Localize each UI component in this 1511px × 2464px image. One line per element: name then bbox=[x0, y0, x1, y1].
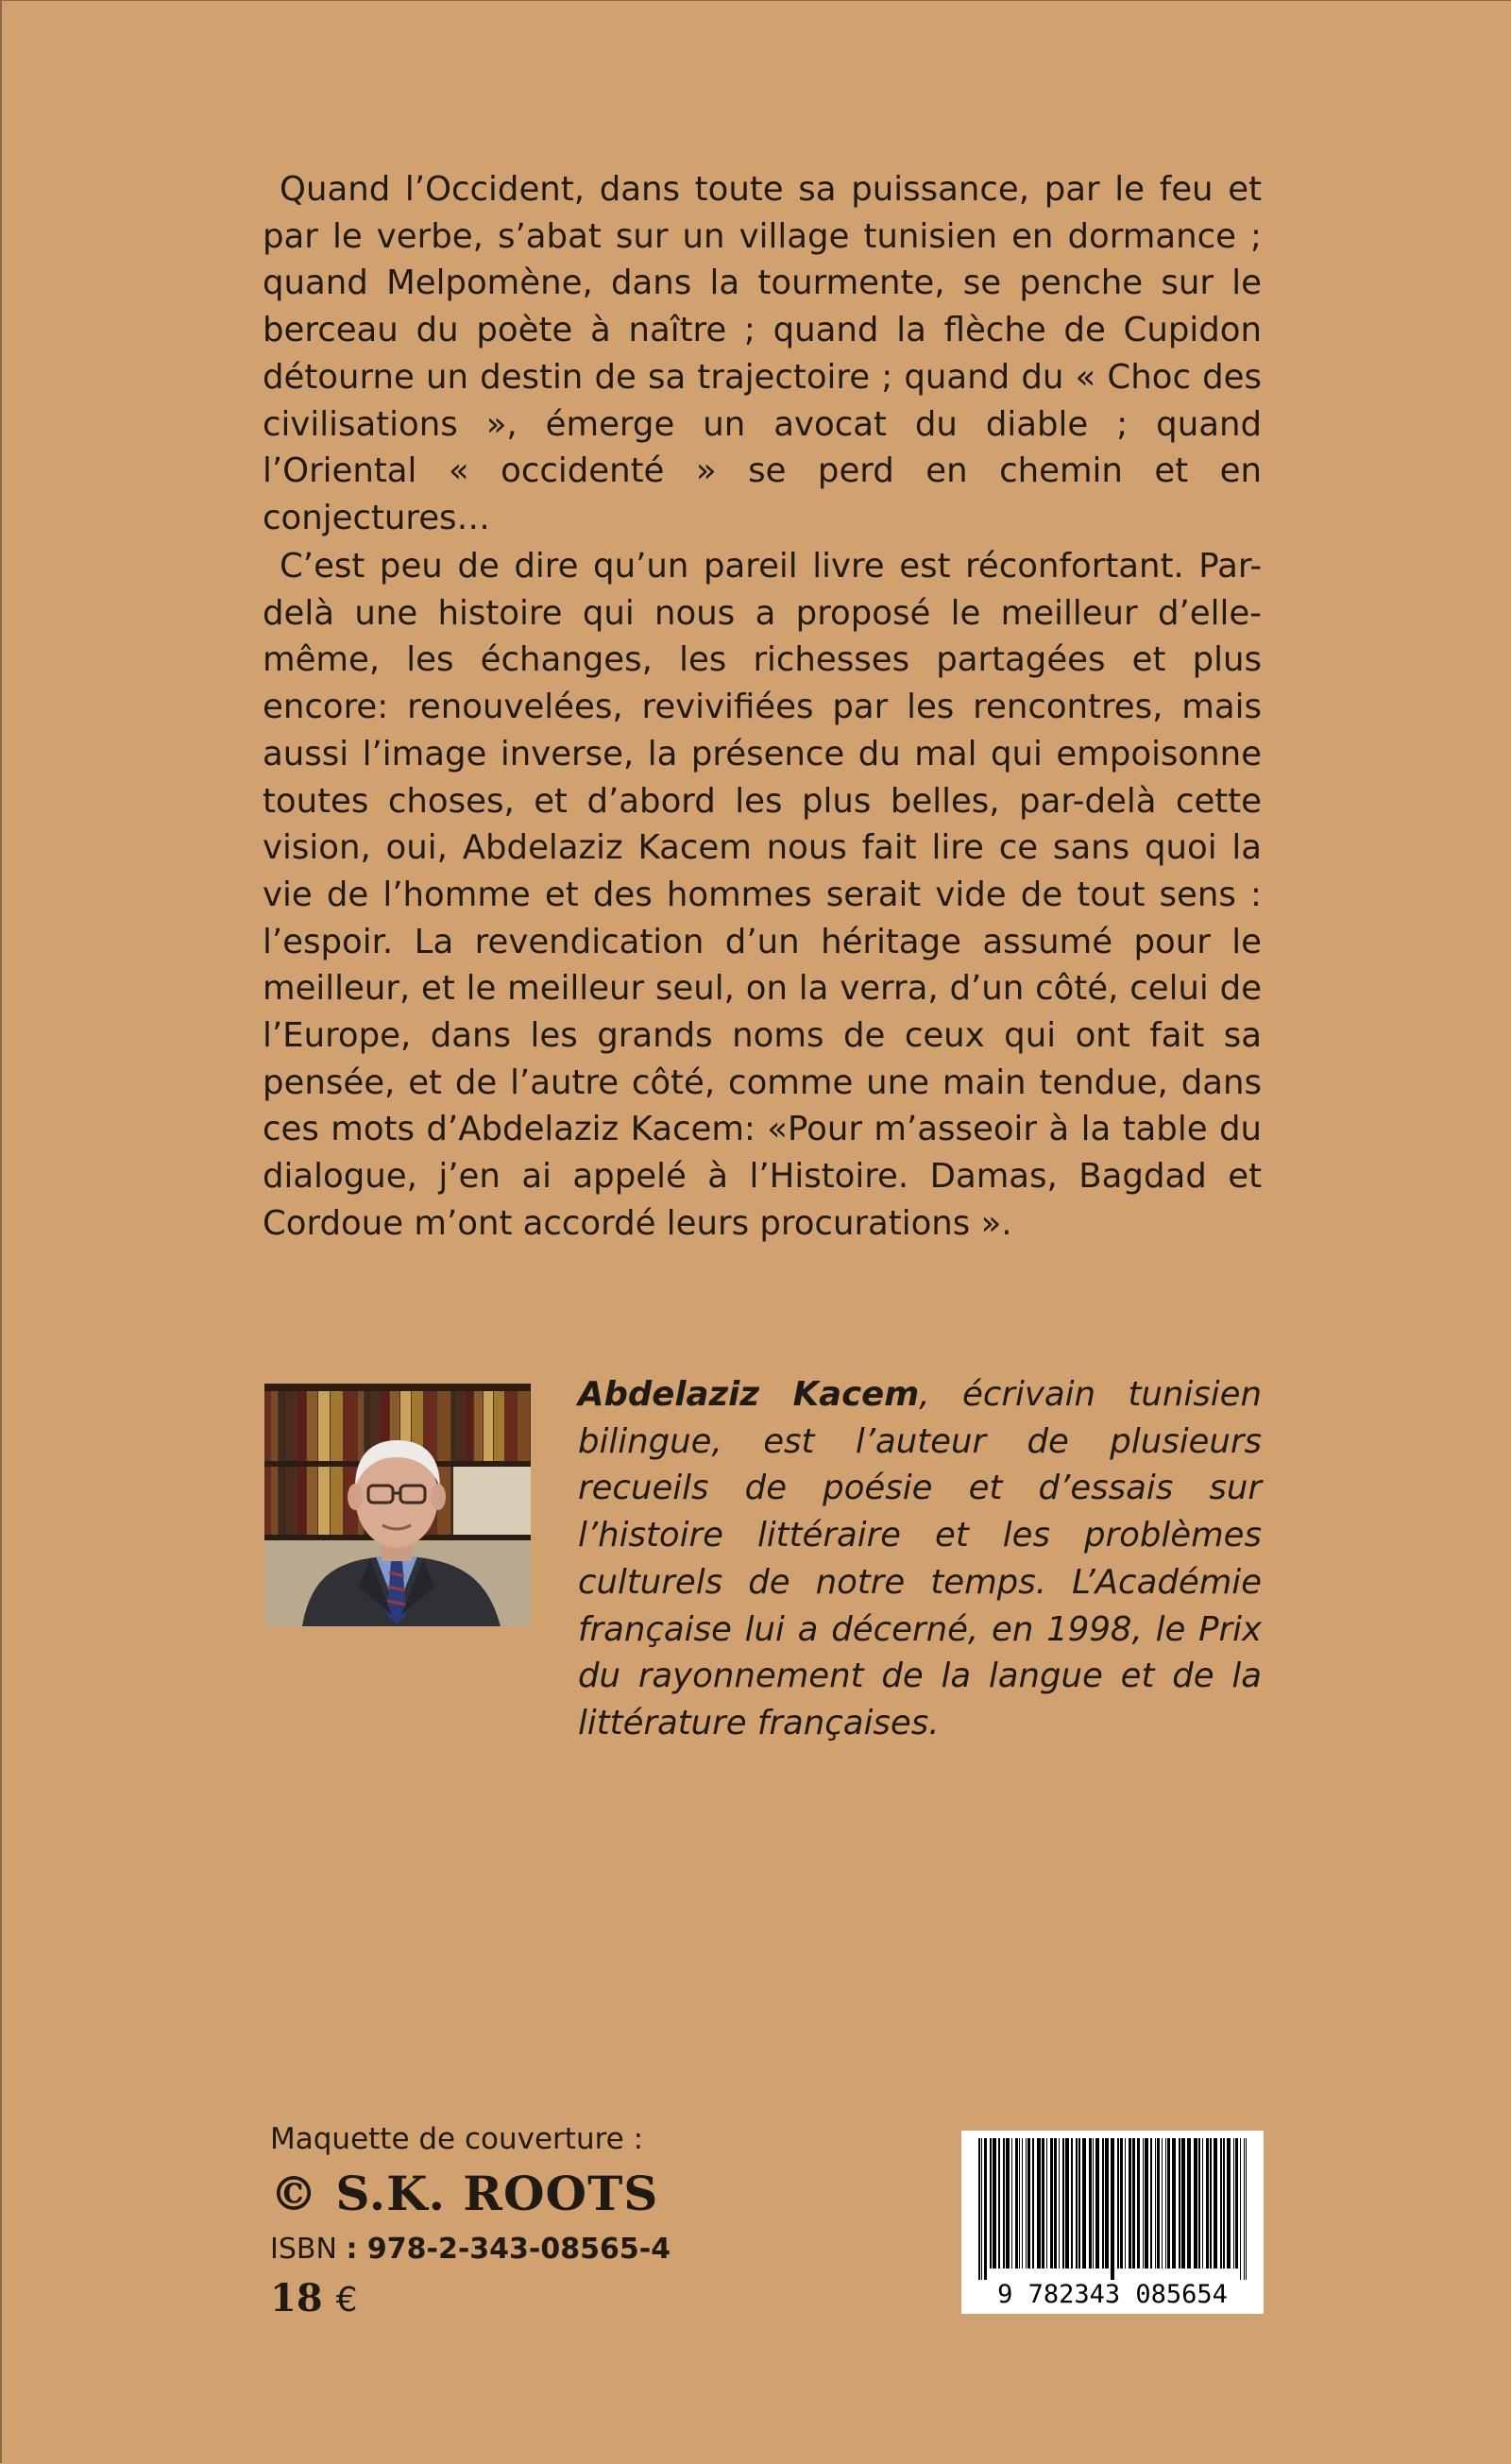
barcode-bar bbox=[1157, 2138, 1160, 2269]
barcode-bar bbox=[1206, 2138, 1209, 2269]
book-spine bbox=[279, 1391, 286, 1461]
book-spine bbox=[318, 1391, 330, 1461]
book-spine bbox=[437, 1391, 450, 1461]
barcode-bar bbox=[1187, 2138, 1191, 2269]
barcode-bar bbox=[1233, 2138, 1234, 2269]
barcode-bar bbox=[998, 2138, 1000, 2269]
book-spine bbox=[451, 1391, 457, 1461]
price-currency: € bbox=[335, 2281, 358, 2320]
barcode-bar bbox=[1181, 2138, 1185, 2269]
book-spine bbox=[458, 1391, 465, 1461]
book-spine bbox=[484, 1391, 493, 1461]
barcode-bar bbox=[1102, 2138, 1104, 2269]
barcode-bar bbox=[1179, 2138, 1180, 2269]
barcode-bar bbox=[1227, 2138, 1231, 2269]
barcode-bar bbox=[1082, 2138, 1086, 2269]
barcode-bar bbox=[1198, 2138, 1200, 2269]
barcode-bar bbox=[1111, 2138, 1114, 2280]
barcode-bar bbox=[1026, 2138, 1027, 2269]
author-name: Abdelaziz Kacem bbox=[578, 1375, 920, 1414]
author-portrait-illustration bbox=[264, 1384, 531, 1626]
barcode-bar bbox=[1011, 2138, 1012, 2269]
barcode-bar bbox=[1042, 2138, 1044, 2269]
barcode-bar bbox=[1194, 2138, 1197, 2269]
book-spine bbox=[494, 1391, 504, 1461]
barcode-bar bbox=[1235, 2138, 1238, 2269]
barcode-bar bbox=[1120, 2138, 1123, 2269]
book-spine bbox=[297, 1467, 306, 1535]
book-spine bbox=[474, 1391, 483, 1461]
barcode-bar bbox=[1054, 2138, 1057, 2269]
book-spine bbox=[344, 1391, 357, 1461]
book-spine bbox=[318, 1467, 330, 1535]
barcode-bar bbox=[1223, 2138, 1225, 2269]
barcode-bar bbox=[984, 2138, 987, 2280]
book-spine bbox=[505, 1391, 517, 1461]
barcode-bar bbox=[1143, 2138, 1144, 2269]
author-photo bbox=[264, 1384, 531, 1626]
barcode-bar bbox=[1089, 2138, 1092, 2269]
barcode-bar bbox=[1093, 2138, 1094, 2269]
cover-credit-name: © S.K. ROOTS bbox=[270, 2166, 659, 2221]
barcode-bar bbox=[1019, 2138, 1020, 2269]
barcode-bar bbox=[1129, 2138, 1131, 2269]
barcode-bar bbox=[1117, 2138, 1119, 2269]
barcode-bar bbox=[1125, 2138, 1126, 2269]
book-spine bbox=[307, 1391, 317, 1461]
barcode-bar bbox=[1065, 2138, 1069, 2269]
barcode-bar bbox=[1202, 2138, 1203, 2269]
book-spine bbox=[297, 1391, 306, 1461]
isbn-line bbox=[270, 2231, 671, 2269]
cover-credit-label: Maquette de couverture : bbox=[270, 2122, 644, 2156]
barcode-bar bbox=[1137, 2138, 1140, 2269]
barcode-bar bbox=[1003, 2138, 1005, 2269]
barcode-bar bbox=[1240, 2138, 1241, 2280]
barcode-bar bbox=[1162, 2138, 1163, 2269]
barcode-bar bbox=[1105, 2138, 1109, 2269]
barcode-bar bbox=[993, 2138, 996, 2269]
barcode-bar bbox=[1210, 2138, 1212, 2269]
barcode-bar bbox=[978, 2138, 980, 2280]
isbn-barcode bbox=[961, 2131, 1264, 2314]
book-spine bbox=[331, 1391, 343, 1461]
barcode-bar bbox=[1244, 2138, 1245, 2280]
barcode-bar bbox=[1220, 2138, 1222, 2269]
isbn-value: : 978-2-343-08565-4 bbox=[346, 2233, 671, 2266]
barcode-bar bbox=[1059, 2138, 1060, 2269]
barcode-bar bbox=[1006, 2138, 1010, 2269]
review-paragraph: C’est peu de dire qu’un pareil livre est réconfortant. Par-delà une histoire qui nous a proposé le meilleur d’elle-même, les échanges, les richesses partagées et plus encore: renouvelées, revivifiées par les rencontres, mais aussi l’image inverse, la présence du mal qui empoisonne toutes choses, et d’abord les plus belles, par-delà cette vision, oui, Abdelaziz Kacem nous fait lire ce sans quoi la vie de l’homme et des hommes serait vide de tout sens : l’espoir. La revendication d’un héritage assumé pour le meilleur, et le meilleur seul, on la verra, d’un côté, celui de l’Europe, dans les grands noms de ceux qui ont fait sa pensée, et de l’autre côté, comme une main tendue, dans ces mots d’Abdelaziz Kacem: «Pour m’asseoir à la table du dialogue, j’en ai appelé à l’Histoire. Damas, Bagdad et Cordoue m’ont accordé leurs procurations ». bbox=[263, 547, 1262, 1243]
barcode-bar bbox=[1027, 2138, 1030, 2269]
book-spine bbox=[466, 1391, 473, 1461]
book-spine bbox=[518, 1391, 530, 1461]
barcode-bar bbox=[1246, 2138, 1247, 2280]
book-spine bbox=[287, 1391, 296, 1461]
book-spine bbox=[264, 1391, 270, 1461]
barcode-bar bbox=[1132, 2138, 1135, 2269]
book-spine bbox=[287, 1467, 296, 1535]
barcode-bar bbox=[1015, 2138, 1018, 2269]
author-bio bbox=[578, 1371, 1262, 1747]
barcode-bar bbox=[1022, 2138, 1023, 2269]
barcode-bar bbox=[1062, 2138, 1064, 2269]
barcode-bar bbox=[1050, 2138, 1053, 2269]
barcode-bar bbox=[1150, 2138, 1152, 2269]
barcode-bar bbox=[1214, 2138, 1217, 2269]
author-bio-text: , écrivain tunisien bilingue, est l’auteur de plusieurs recueils de poésie et d’essais sur l’histoire littéraire et les problèmes culturels de notre temps. L’Académie française lui a décerné, en 1998, le Prix du rayonnement de la langue et de la littérature françaises. bbox=[578, 1375, 1262, 1742]
barcode-bar bbox=[1037, 2138, 1041, 2269]
book-spine bbox=[358, 1391, 364, 1461]
price bbox=[270, 2274, 358, 2325]
summary-paragraph: Quand l’Occident, dans toute sa puissance, par le feu et par le verbe, s’abat sur un village tunisien en dormance ; quand Melpomène, dans la tourmente, se penche sur le berceau du poète à naître ; quand la flèche de Cupidon détourne un destin de sa trajectoire ; quand du « Choc des civilisations », émerge un avocat du diable ; quand l’Oriental « occidenté » se perd en chemin et en conjectures… bbox=[263, 170, 1262, 537]
barcode-bar bbox=[1167, 2138, 1170, 2269]
barcode-bar bbox=[1165, 2138, 1166, 2269]
barcode-bar bbox=[1172, 2138, 1176, 2269]
isbn-label: ISBN bbox=[270, 2233, 337, 2266]
barcode-digits: 9 782343 085654 bbox=[997, 2280, 1228, 2309]
barcode-bar bbox=[1046, 2138, 1047, 2269]
barcode-bar bbox=[1155, 2138, 1156, 2269]
book-spine bbox=[331, 1467, 343, 1535]
barcode-graphic bbox=[961, 2131, 1264, 2314]
barcode-bar bbox=[1078, 2138, 1080, 2269]
barcode-bar bbox=[1032, 2138, 1034, 2269]
barcode-bar bbox=[1095, 2138, 1099, 2269]
book-spine bbox=[271, 1391, 278, 1461]
barcode-bar bbox=[1076, 2138, 1078, 2269]
book-spine bbox=[279, 1467, 286, 1535]
barcode-bar bbox=[1145, 2138, 1148, 2269]
barcode-bar bbox=[981, 2138, 982, 2280]
book-spine bbox=[307, 1467, 317, 1535]
barcode-bar bbox=[1071, 2138, 1073, 2269]
barcode-bar bbox=[990, 2138, 992, 2269]
price-value: 18 bbox=[270, 2276, 323, 2320]
book-spine bbox=[264, 1467, 270, 1535]
book-spine bbox=[271, 1467, 278, 1535]
